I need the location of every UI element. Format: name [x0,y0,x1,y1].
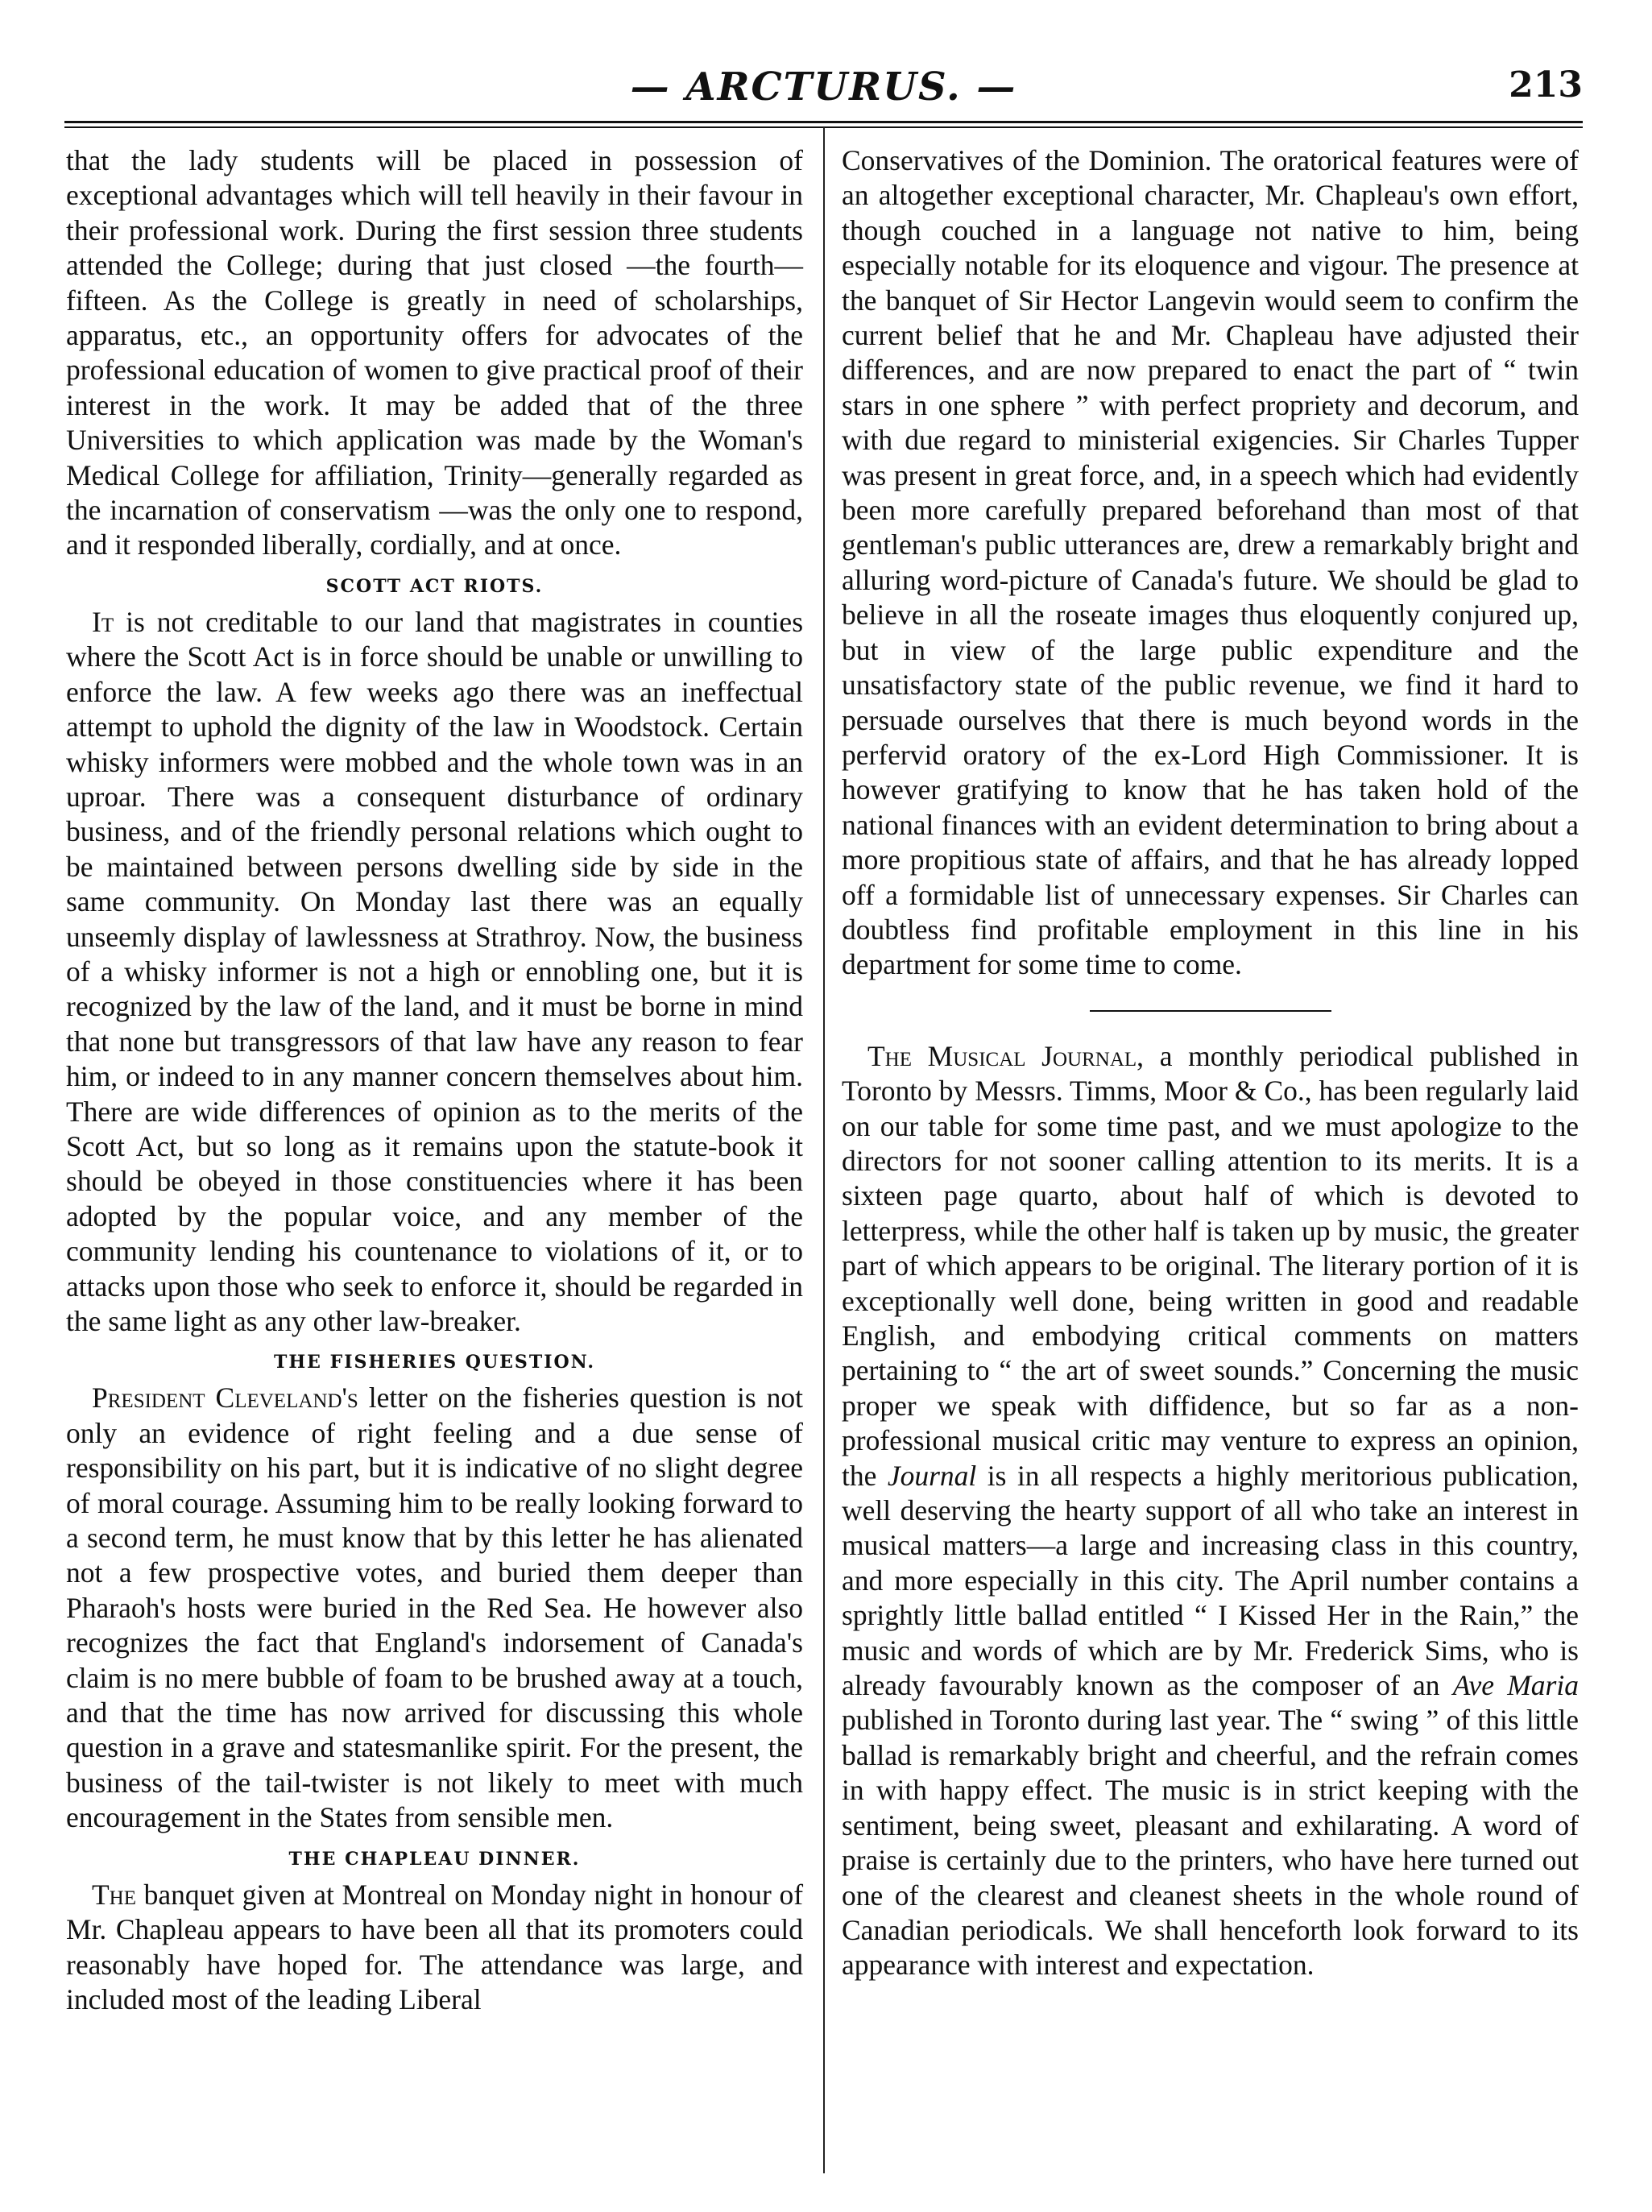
paragraph-fisheries [66,1381,803,1835]
lead-word: The [92,1878,137,1911]
lead-word: The Musical Journal, [867,1039,1145,1072]
lead-word: It [92,605,114,638]
left-column [66,143,803,2017]
lead-word: President Cleveland's [92,1381,358,1415]
right-column [842,143,1579,1983]
italic-title: Ave Maria [1452,1669,1579,1702]
paragraph-body: is not creditable to our land that magistrates in counties where the Scott Act is in force should be unable or unwilling to enforce the law. A few weeks ago there was an ineffectual attempt to uphold the dignity of the law in Woodstock. Certain whisky informers were mobbed and the whole town was in an uproar. There was a consequent disturbance of ordinary business, and of the friendly personal relations which ought to be maintained between persons dwelling side by side in the same community. On Monday last there was an equally unseemly display of lawlessness at Strathroy. Now, the business of a whisky informer is not a high or ennobling one, but it is recognized by the law of the land, and it must be borne in mind that none but transgressors of that law have any reason to fear him, or indeed to in any manner concern themselves about him. There are wide differences of opinion as to the merits of the Scott Act, but so long as it remains upon the statute-book it should be obeyed in those constituencies where it has been adopted by the popular voice, and any member of the community lending his countenance to violations of it, or to attacks upon those who seek to enforce it, should be regarded in the same light as any other law-breaker. [66,605,804,1337]
heading-fisheries: THE FISHERIES QUESTION. [273,1352,596,1373]
header-rule [64,121,1583,123]
paragraph-body: a monthly periodical published in Toronto by Messrs. Timms, Moor & Co., has been regularly laid on our table for some time past, and we must apologize to the directors for not sooner calling attention to its merits. It is a sixteen page quarto, about half of which is devoted to letterpress, while the other half is taken up by music, the greater part of which appears to be original. The literary portion of it is exceptionally well done, being written in good and readable English, and embodying critical comments on matters pertaining to “ the art of sweet sounds.” Concerning the music proper we speak with diffidence, but so far as a non-professional musical critic may venture to express an opinion, the [842,1039,1579,1492]
column-divider [823,127,825,2173]
paragraph-intro: that the lady students will be placed in possession of exceptional advantages which will tell heavily in their favour in their professional work. During the first session three students attended the College; during that just closed —the fourth—fifteen. As the College is greatly in need of scholarships, apparatus, etc., an opportunity offers for advocates of the professional education of women to give practical proof of their interest in the work. It may be added that of the three Universities to which application was made by the Woman's Medical College for affiliation, Trinity—generally regarded as the incarnation of conservatism —was the only one to respond, and it responded liberally, cordially, and at once. [66,144,803,561]
section-separator [1090,1010,1331,1012]
paragraph-body: published in Toronto during last year. The “ swing ” of this little ballad is remarkably bright and cheerful, and the refrain comes in with happy effect. The music is in strict keeping with the sentiment, being sweet, pleasant and exhilarating. A word of praise is certainly due to the printers, who have here turned out one of the clearest and cleanest sheets in the whole round of Canadian periodicals. We shall henceforth look forward to its appearance with interest and expectation. [842,1704,1579,1982]
paragraph-body: letter on the fisheries question is not only an evidence of right feeling and a due sense of responsibility on his part, but it is indicative of no slight degree of moral courage. Assuming him to be really looking forward to a second term, he must know that by this letter he has alienated not a few prospective votes, and buried them deeper than Pharaoh's hosts were buried in the Red Sea. He however also recognizes the fact that England's indorsement of Canada's claim is no mere bubble of foam to be brushed away at a touch, and that the time has now arrived for discussing this whole question in a grave and statesmanlike spirit. For the present, the business of the tail-twister is not likely to meet with much encouragement in the States from sensible men. [66,1381,803,1834]
paragraph-scott-act [66,605,803,1340]
italic-title: Journal [887,1459,977,1492]
paragraph-chapleau-continued: Conservatives of the Dominion. The oratorical features were of an altogether exceptional character, Mr. Chapleau's own effort, though couched in a language not native to him, being especially notable for its eloquence and vigour. The presence at the banquet of Sir Hector Langevin would seem to confirm the current belief that he and Mr. Chapleau have adjusted their differences, and are now prepared to enact the part of “ twin stars in one sphere ” with perfect propriety and decorum, and with due regard to ministerial exigencies. Sir Charles Tupper was present in great force, and, in a speech which had evidently been more carefully prepared beforehand than most of that gentleman's public utterances are, drew a remarkably bright and alluring word-picture of Canada's future. We should be glad to believe in all the roseate images thus eloquently conjured up, but in view of the large public expenditure and the unsatisfactory state of the public revenue, we find it hard to persuade ourselves that there is much beyond words in the perfervid oratory of the ex-Lord High Commissioner. It is however gratifying to know that he has taken hold of the national finances with an evident determination to bring about a more propitious state of affairs, and that he has already lopped off a formidable list of unnecessary expenses. Sir Charles can doubtless find profitable employment in this line in his department for some time to come. [842,144,1579,981]
paragraph-body: banquet given at Montreal on Monday night in honour of Mr. Chapleau appears to have been all that its promoters could reasonably have hoped for. The attendance was large, and included most of the leading Liberal [66,1878,804,2015]
page-number: 213 [1509,64,1583,106]
paragraph-chapleau [66,1878,803,2018]
running-title: — ARCTURUS. — [630,64,1017,110]
page-header [64,56,1583,121]
heading-chapleau: THE CHAPLEAU DINNER. [288,1848,581,1870]
paragraph-musical-journal [842,1039,1579,1983]
heading-scott-act: SCOTT ACT RIOTS. [325,575,544,597]
paragraph-body: is in all respects a highly meritorious publication, well deserving the hearty support of all who take an interest in musical matters—a large and increasing class in this country, and more especially in this city. The April number contains a sprightly little ballad entitled “ I Kissed Her in the Rain,” the music and words of which are by Mr. Frederick Sims, who is already favourably known as the composer of an [842,1459,1579,1702]
